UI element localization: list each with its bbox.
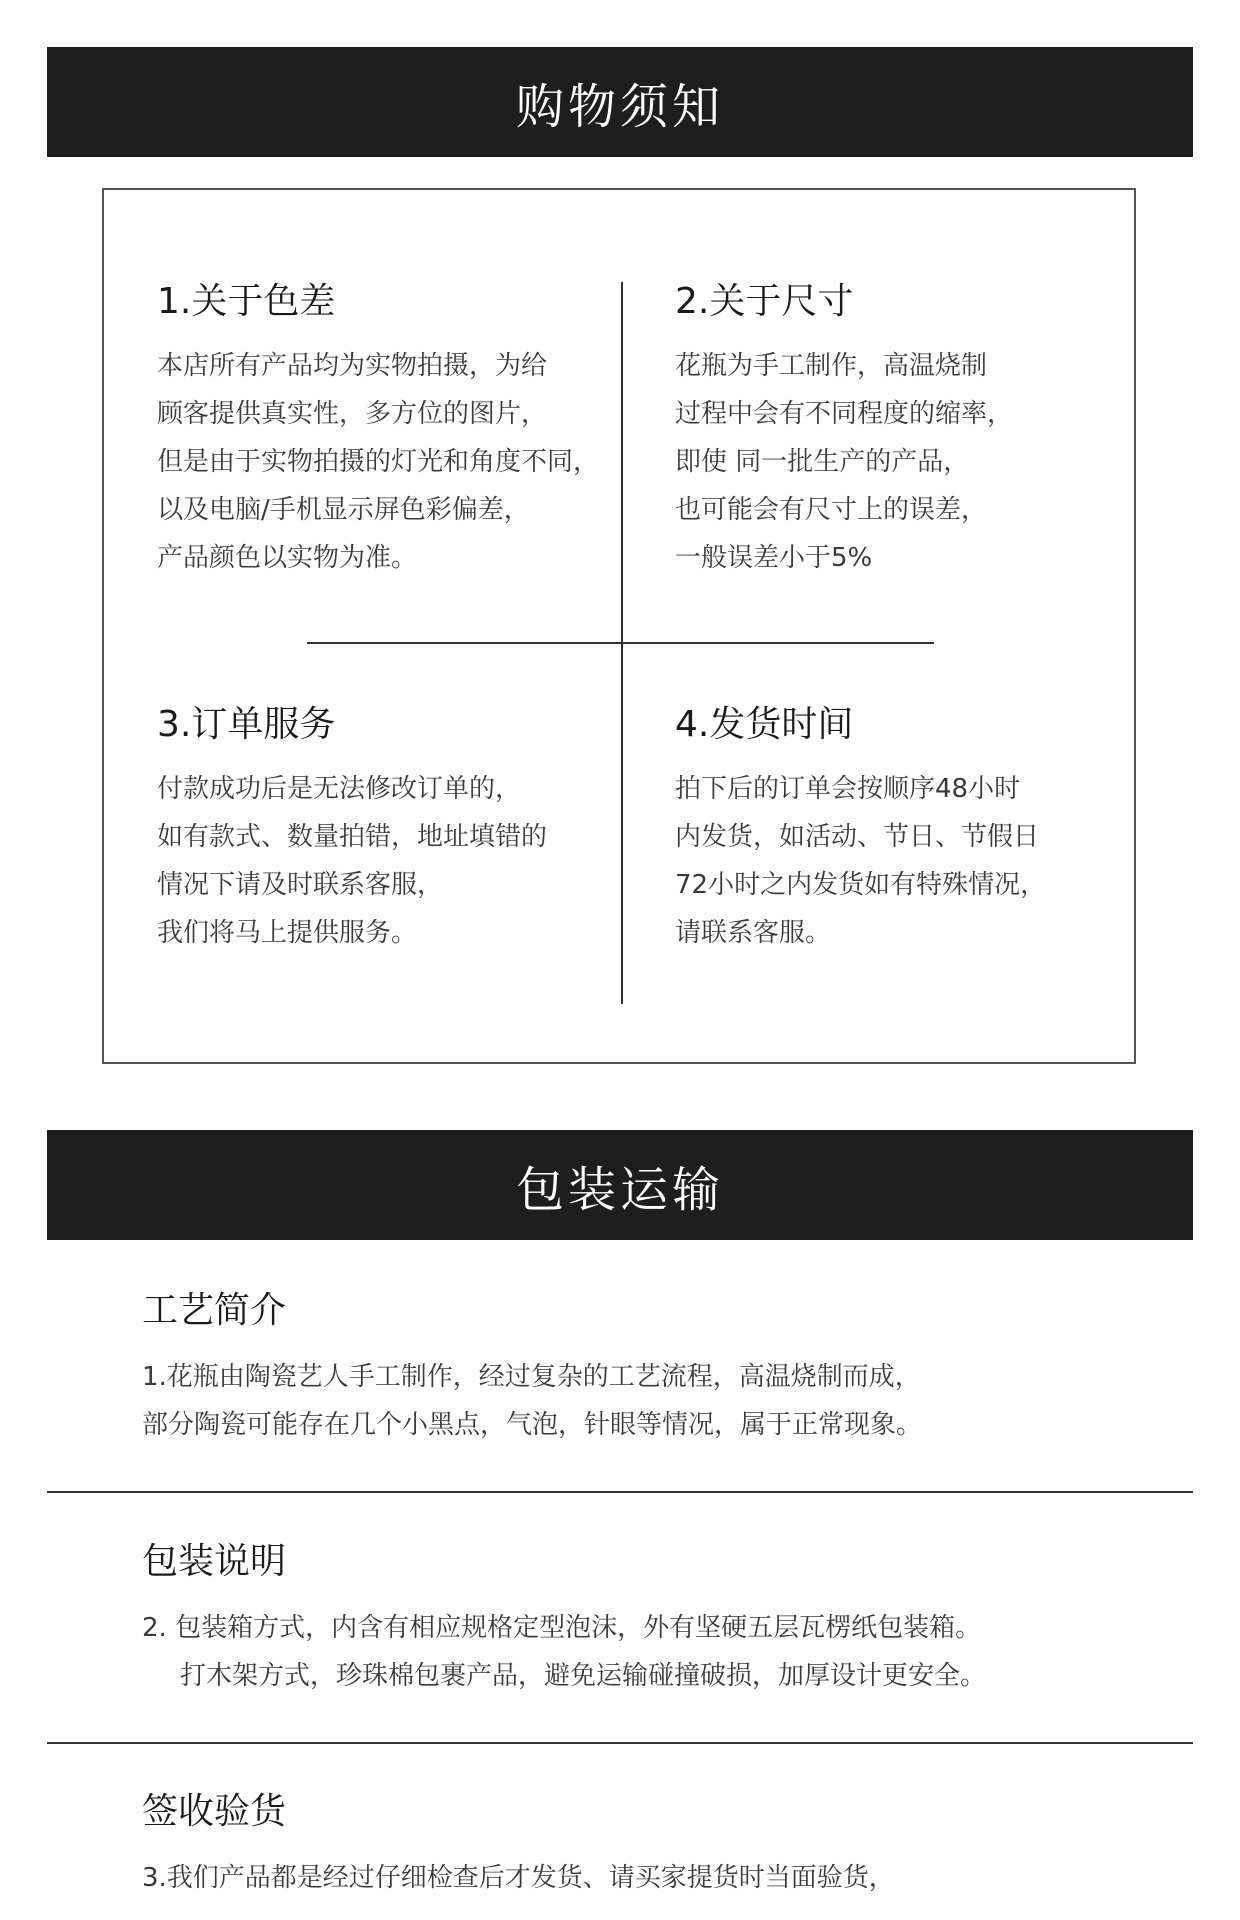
section-text-line: 部分陶瓷可能存在几个小黑点，气泡，针眼等情况，属于正常现象。 [142, 1410, 923, 1440]
section-text-line: 72小时之内发货如有特殊情况， [675, 870, 1047, 900]
section-text-line: 如有款式、数量拍错，地址填错的 [157, 822, 548, 852]
section-divider [47, 1491, 1193, 1493]
section-text-line: 1.花瓶由陶瓷艺人手工制作，经过复杂的工艺流程，高温烧制而成， [142, 1362, 921, 1392]
craft-intro-section [142, 1289, 1142, 1449]
section-divider [47, 1742, 1193, 1744]
shopping-notice-banner [47, 47, 1193, 157]
section-text-line: 付款成功后是无法修改订单的， [157, 774, 522, 804]
section-text-line: 即使 同一批生产的产品， [675, 447, 970, 477]
section-text-line: 情况下请及时联系客服， [157, 870, 444, 900]
sign-inspect-section [142, 1790, 1142, 1902]
shipping-time-section [675, 703, 1115, 957]
section-text-line: 以及电脑/手机显示屏色彩偏差， [157, 495, 530, 525]
section-text-line: 本店所有产品均为实物拍摄，为给 [157, 351, 548, 381]
packaging-description-section [142, 1540, 1142, 1700]
section-text-line: 我们将马上提供服务。 [157, 918, 418, 948]
section-title: 包装说明 [142, 1541, 287, 1582]
section-text-line: 打木架方式，珍珠棉包裹产品，避免运输碰撞破损，加厚设计更安全。 [180, 1661, 987, 1691]
section-text-line: 一般误差小于5% [675, 543, 873, 573]
section-title: 2.关于尺寸 [675, 281, 854, 322]
order-service-section [157, 703, 597, 957]
section-title: 1.关于色差 [157, 281, 336, 322]
shopping-notice-title: 购物须知 [515, 78, 724, 135]
section-text-line: 花瓶为手工制作，高温烧制 [675, 351, 988, 381]
section-text-line: 内发货，如活动、节日、节假日 [675, 822, 1040, 852]
section-text-line: 拍下后的订单会按顺序48小时 [675, 774, 1021, 804]
packaging-shipping-banner [47, 1130, 1193, 1240]
section-text-line: 请联系客服。 [675, 918, 832, 948]
section-title: 签收验货 [142, 1791, 287, 1832]
section-text-line: 但是由于实物拍摄的灯光和角度不同， [157, 447, 600, 477]
color-difference-section [157, 280, 600, 582]
section-text-line: 顾客提供真实性，多方位的图片， [157, 399, 548, 429]
section-text-line: 过程中会有不同程度的缩率， [675, 399, 1014, 429]
section-text-line: 也可能会有尺寸上的误差， [675, 495, 988, 525]
section-text-line: 产品颜色以实物为准。 [157, 543, 418, 573]
section-title: 工艺简介 [142, 1290, 287, 1331]
section-text-line: 3.我们产品都是经过仔细检查后才发货、请买家提货时当面验货， [142, 1863, 895, 1893]
section-text-line: 2. 包装箱方式，内含有相应规格定型泡沫，外有坚硬五层瓦楞纸包装箱。 [142, 1613, 982, 1643]
section-title: 3.订单服务 [157, 704, 336, 745]
shopping-notice-box [102, 188, 1136, 1064]
horizontal-divider [307, 642, 934, 644]
packaging-shipping-title: 包装运输 [515, 1161, 724, 1218]
size-section [675, 280, 1115, 582]
section-title: 4.发货时间 [675, 704, 854, 745]
